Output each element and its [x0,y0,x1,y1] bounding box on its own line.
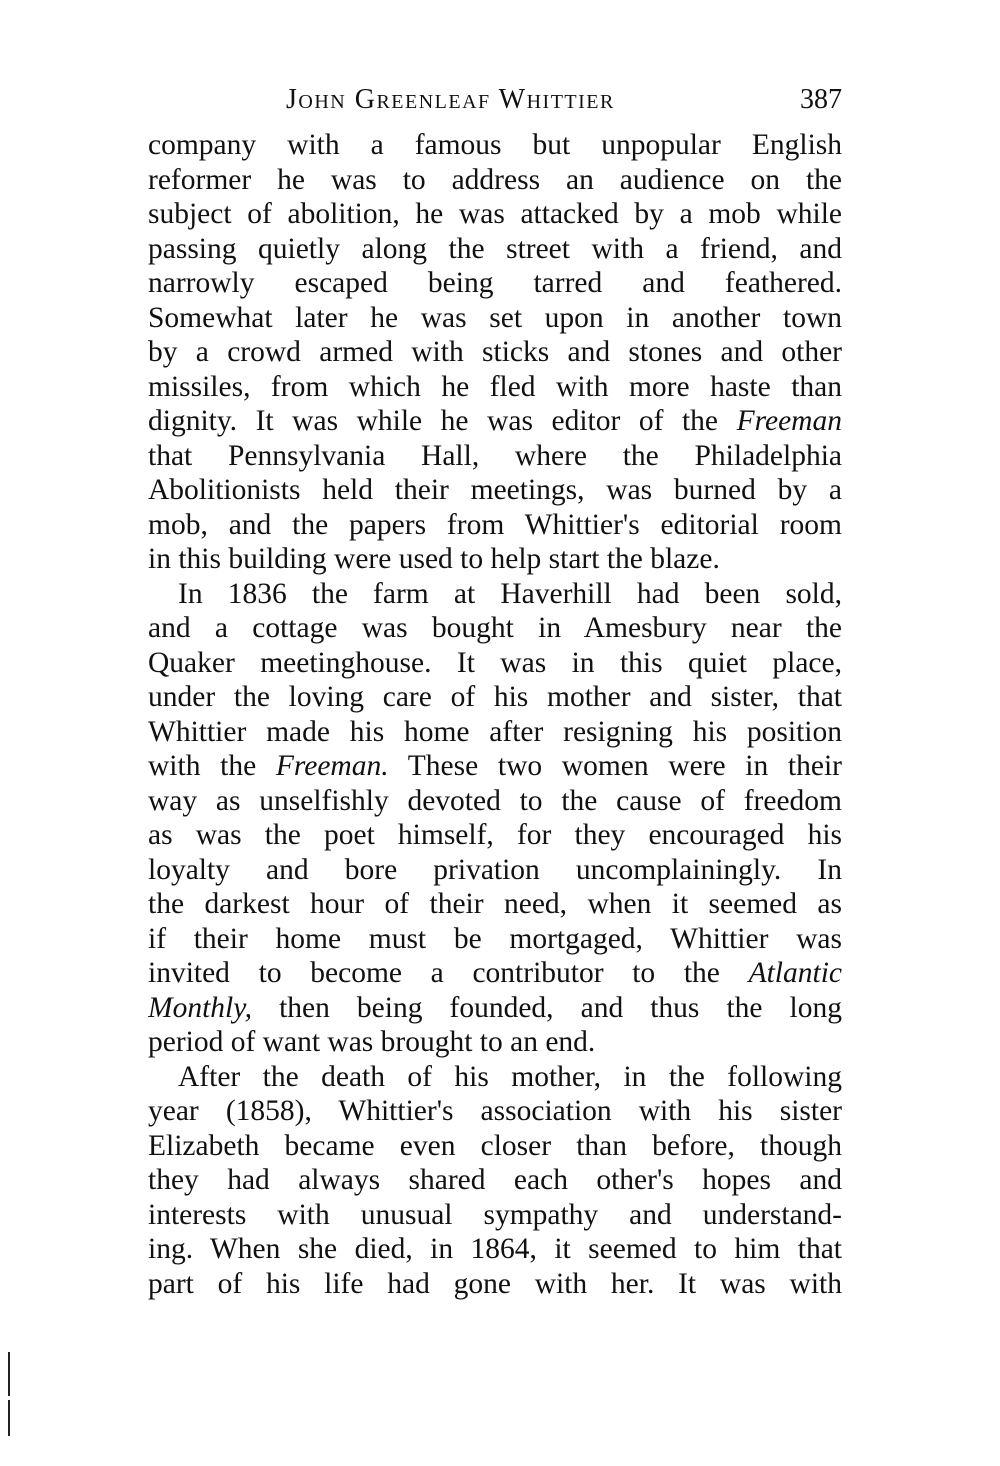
line-text: Quaker meetinghouse. It was in this quiet place, [148,646,842,679]
line-text: year (1858), Whittier's association with his sister [148,1095,842,1127]
line-text: subject of abolition, he was attacked by a mob while [148,198,842,230]
text-line [148,232,842,267]
line-text: In 1836 the farm at Haverhill had been sold, [178,577,842,610]
text-line [148,991,842,1026]
line-text: reformer he was to address an audience on the [148,163,842,196]
italic-title: Freeman. [275,750,389,782]
italic-title: Freeman [736,405,842,437]
text-line [148,1198,842,1233]
line-text: if their home must be mortgaged, Whittier was [148,922,842,955]
line-text: passing quietly along the street with a friend, and [148,232,842,265]
text-line [148,197,842,232]
text-line [148,542,842,577]
line-text: Elizabeth became even closer than before, though [148,1129,842,1162]
italic-title: Atlantic [748,957,842,989]
line-text: interests with unusual sympathy and understand- [148,1198,842,1231]
line-text: Abolitionists held their meetings, was burned by a [148,474,842,506]
line-text: under the loving care of his mother and sister, that [148,681,842,713]
line-text: These two women were in their [388,750,842,782]
line-text: Somewhat later he was set upon in another town [148,301,842,334]
line-text: company with a famous but unpopular English [148,129,842,161]
line-text: loyalty and bore privation uncomplainingly. In [148,853,842,886]
text-line [148,1267,842,1302]
italic-title: Monthly, [148,991,253,1024]
line-text: narrowly escaped being tarred and feathered. [148,267,842,299]
text-line [148,749,842,784]
text-line [148,818,842,853]
text-line [148,1094,842,1129]
text-line [148,439,842,474]
text-line [148,404,842,439]
line-text: by a crowd armed with sticks and stones and other [148,336,842,368]
line-text: they had always shared each other's hopes and [148,1164,842,1196]
text-line [148,956,842,991]
line-text: Whittier made his home after resigning his position [148,715,842,748]
text-line [148,577,842,612]
text-line [148,266,842,301]
running-title: John Greenleaf Whittier [286,84,615,115]
line-text: with the [148,750,276,782]
text-line [148,922,842,957]
text-line [148,1025,842,1060]
text-line [148,163,842,198]
line-text: period of want was brought to an end. [148,1026,596,1058]
page-number: 387 [800,84,842,115]
text-line [148,1060,842,1095]
text-line [148,611,842,646]
text-line [148,128,842,163]
text-line [148,715,842,750]
line-text: missiles, from which he fled with more haste than [148,370,842,403]
text-line [148,335,842,370]
line-text: ing. When she died, in 1864, it seemed to him that [148,1233,842,1265]
line-text: way as unselfishly devoted to the cause of freedom [148,784,842,817]
line-text: dignity. It was while he was editor of the [148,405,737,437]
text-line [148,1163,842,1198]
running-head [148,80,842,120]
text-line [148,887,842,922]
line-text: mob, and the papers from Whittier's editorial room [148,508,842,541]
text-line [148,784,842,819]
line-text: invited to become a contributor to the [148,957,749,989]
line-text: as was the poet himself, for they encouraged his [148,819,842,851]
text-line [148,508,842,543]
line-text: that Pennsylvania Hall, where the Philadelphia [148,439,842,472]
text-line [148,1129,842,1164]
line-text: the darkest hour of their need, when it seemed as [148,888,842,920]
line-text: and a cottage was bought in Amesbury near the [148,612,842,644]
text-line [148,680,842,715]
text-line [148,301,842,336]
text-line [148,853,842,888]
line-text: in this building were used to help start the blaze. [148,543,720,575]
text-line [148,370,842,405]
line-text: part of his life had gone with her. It was with [148,1267,842,1300]
scan-edge-mark [8,1400,10,1436]
line-text: After the death of his mother, in the following [178,1060,842,1093]
text-line [148,1232,842,1267]
body-text [148,128,842,1301]
text-line [148,646,842,681]
text-line [148,473,842,508]
scan-edge-mark [8,1352,10,1396]
line-text: then being founded, and thus the long [252,991,842,1024]
